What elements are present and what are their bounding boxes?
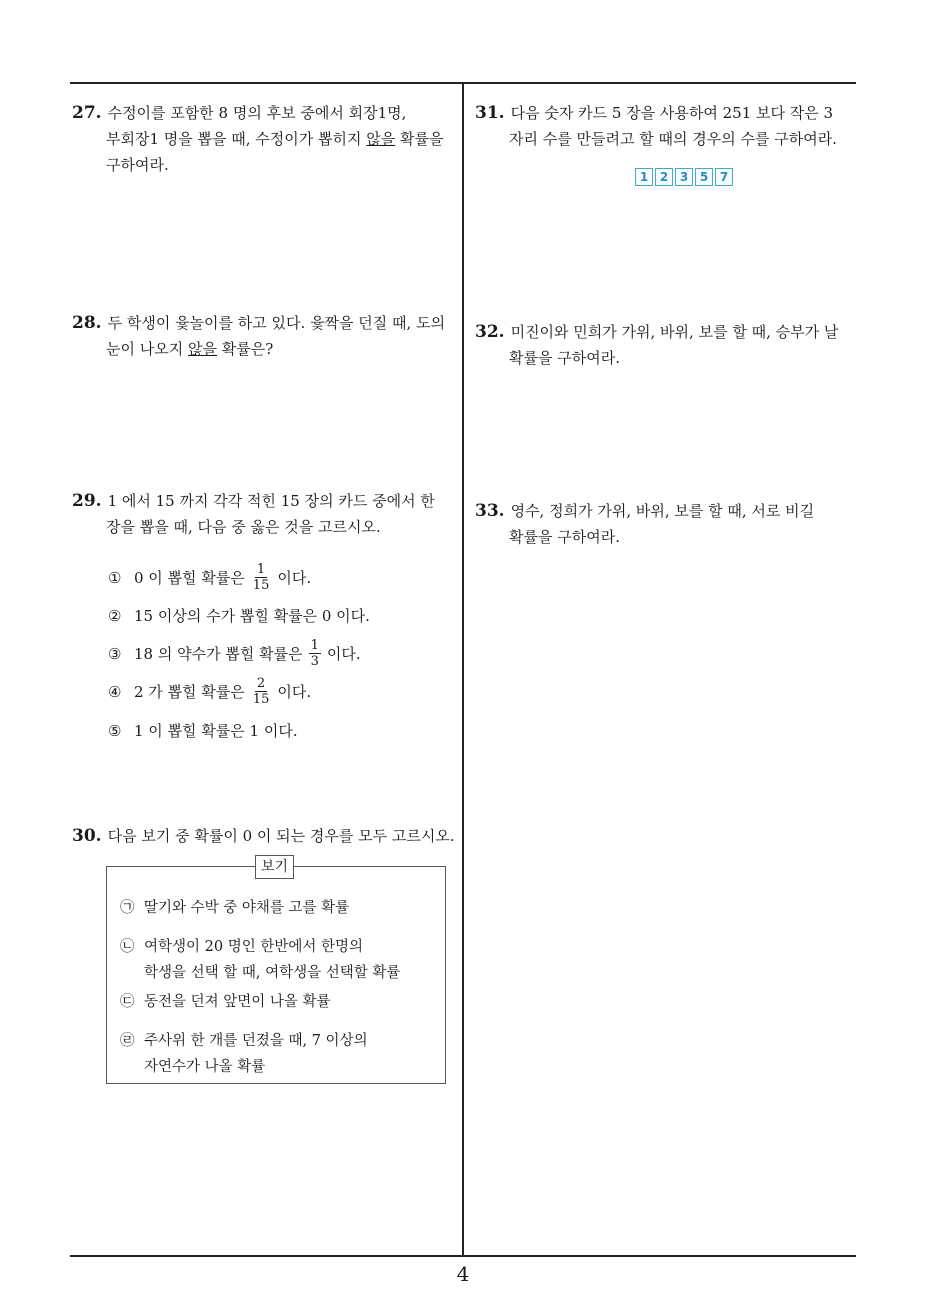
question-27 <box>72 100 444 178</box>
underlined-word: 않을 <box>188 340 217 358</box>
question-text: 1 에서 15 까지 각각 적힌 15 장의 카드 중에서 한 <box>107 492 435 510</box>
choice-mark: ② <box>108 607 122 625</box>
choice-1[interactable]: ① 0 이 뽑힐 확률은 $\frac{1}{15}$ 이다. <box>108 562 312 593</box>
question-number: 29. <box>72 491 102 511</box>
choice-5[interactable]: ⑤ 1 이 뽑힐 확률은 1 이다. <box>108 722 298 740</box>
fraction: $\frac{1}{15}$ <box>252 562 270 593</box>
question-28 <box>72 310 445 362</box>
question-number: 28. <box>72 313 102 333</box>
item-mark: ㉣ <box>120 1033 135 1049</box>
fraction: $\frac{1}{3}$ <box>310 638 319 669</box>
bottom-rule <box>70 1255 856 1257</box>
choice-2[interactable]: ② 15 이상의 수가 뽑힐 확률은 0 이다. <box>108 607 370 625</box>
question-text-line: 확률을 구하여라. <box>509 349 620 367</box>
question-32 <box>475 319 838 371</box>
question-text-line: 부회장1 명을 뽑을 때, 수정이가 뽑히지 않을 확률을 <box>106 130 444 148</box>
question-33 <box>475 498 814 550</box>
question-number: 33. <box>475 501 505 521</box>
example-item-1: ㉠ 딸기와 수박 중 야채를 고를 확률 <box>120 895 349 921</box>
item-mark: ㉠ <box>120 900 135 916</box>
example-item-2: ㉡ 여학생이 20 명인 한반에서 한명의 학생을 선택 할 때, 여학생을 선택할 확률 <box>120 934 400 986</box>
question-text: 다음 보기 중 확률이 0 이 되는 경우를 모두 고르시오. <box>107 827 455 845</box>
number-card: 5 <box>695 168 713 186</box>
question-text-line: 구하여라. <box>106 156 169 174</box>
example-item-4: ㉣ 주사위 한 개를 던졌을 때, 7 이상의 자연수가 나올 확률 <box>120 1028 368 1080</box>
question-text-line: 장을 뽑을 때, 다음 중 옳은 것을 고르시오. <box>106 518 381 536</box>
question-text: 미진이와 민희가 가위, 바위, 보를 할 때, 승부가 날 <box>510 323 839 341</box>
question-number: 32. <box>475 322 505 342</box>
question-text-line: 확률을 구하여라. <box>509 528 620 546</box>
question-number: 27. <box>72 103 102 123</box>
question-number: 31. <box>475 103 505 123</box>
question-text: 다음 숫자 카드 5 장을 사용하여 251 보다 작은 3 <box>510 104 834 122</box>
question-text: 수정이를 포함한 8 명의 후보 중에서 회장1명, <box>107 104 407 122</box>
number-card: 2 <box>655 168 673 186</box>
question-text: 두 학생이 윷놀이를 하고 있다. 윷짝을 던질 때, 도의 <box>107 314 446 332</box>
choice-mark: ③ <box>108 644 122 663</box>
choice-3[interactable]: ③ 18 의 약수가 뽑힐 확률은 $\frac{1}{3}$ 이다. <box>108 638 361 669</box>
example-box-label: 보기 <box>255 855 294 879</box>
choice-4[interactable]: ④ 2 가 뽑힐 확률은 $\frac{2}{15}$ 이다. <box>108 676 312 707</box>
question-text: 영수, 정희가 가위, 바위, 보를 할 때, 서로 비길 <box>510 502 815 520</box>
underlined-word: 않을 <box>366 130 396 148</box>
question-31 <box>475 100 837 152</box>
number-card: 7 <box>715 168 733 186</box>
number-card: 1 <box>635 168 653 186</box>
column-divider <box>462 84 464 1256</box>
page-number: 4 <box>456 1262 470 1286</box>
choice-mark: ④ <box>108 682 122 701</box>
question-30 <box>72 823 455 849</box>
question-number: 30. <box>72 826 102 846</box>
item-mark: ㉡ <box>120 939 135 955</box>
number-card: 3 <box>675 168 693 186</box>
example-item-3: ㉢ 동전을 던져 앞면이 나올 확률 <box>120 989 331 1015</box>
choice-mark: ⑤ <box>108 722 122 740</box>
question-29 <box>72 488 435 540</box>
choice-mark: ① <box>108 568 122 587</box>
number-cards <box>635 168 733 186</box>
item-mark: ㉢ <box>120 994 135 1010</box>
question-text-line: 눈이 나오지 않을 확률은? <box>106 340 274 358</box>
question-text-line: 자리 수를 만들려고 할 때의 경우의 수를 구하여라. <box>509 130 837 148</box>
fraction: $\frac{2}{15}$ <box>252 676 270 707</box>
